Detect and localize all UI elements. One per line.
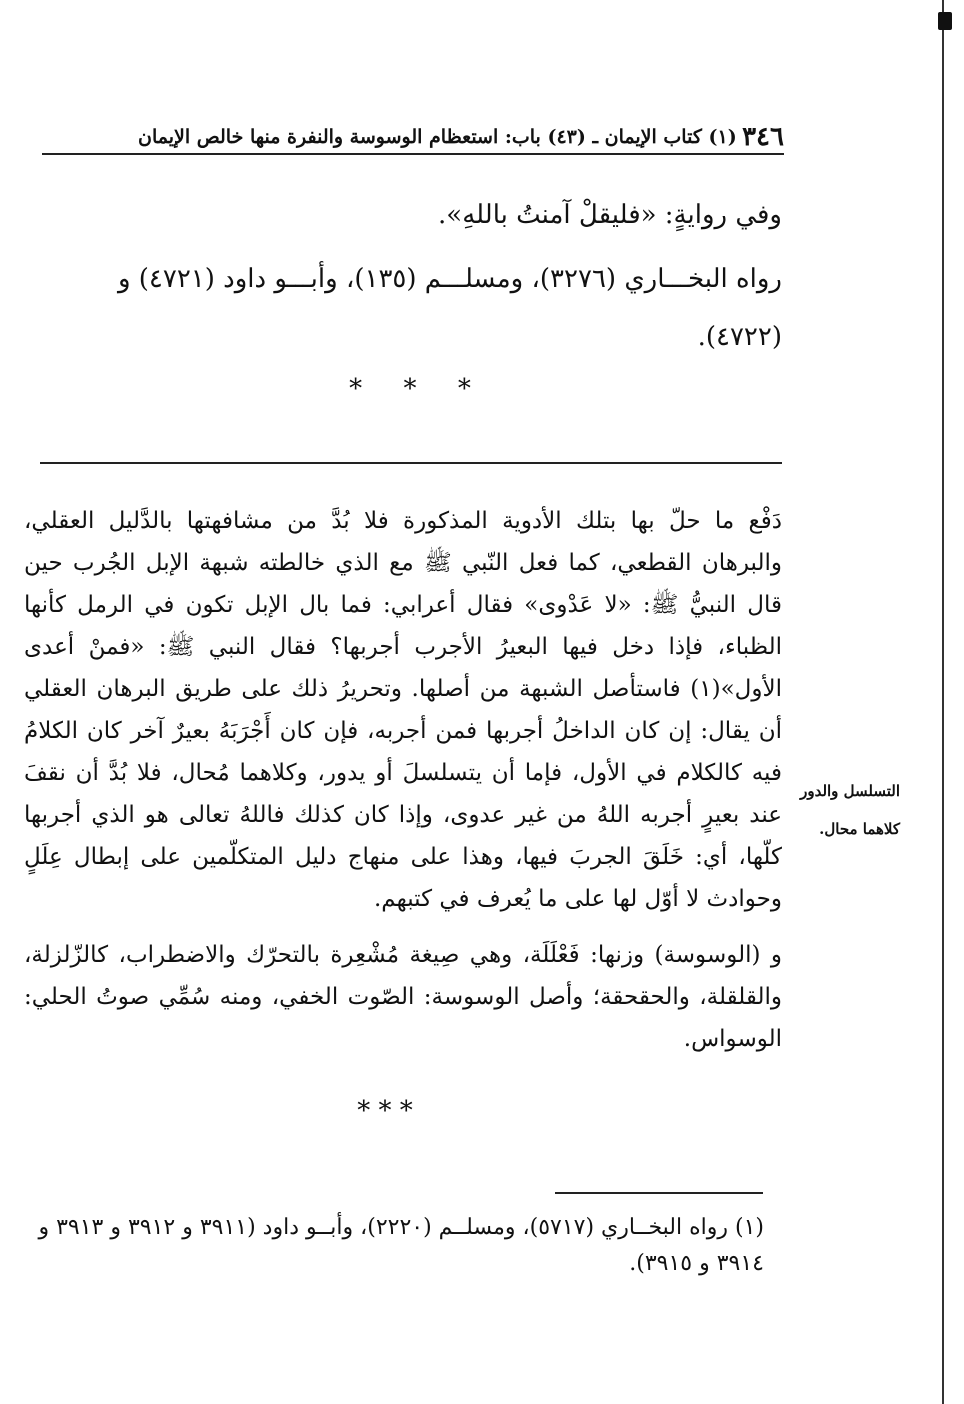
section-rule <box>40 462 782 464</box>
section-divider-stars: * * * <box>349 374 471 404</box>
footnotes <box>14 1210 764 1282</box>
hadith-narration-line: وفي روايةٍ: «فليقلْ آمنتُ باللهِ». <box>438 200 782 230</box>
hadith-source-line: رواه البخـــاري (٣٢٧٦)، ومسلـــم (١٣٥)، وأبـــو داود (٤٧٢١) و (٤٧٢٢). <box>117 264 782 352</box>
margin-note-line: كلاهما محال. <box>819 820 900 838</box>
page-header <box>42 122 784 154</box>
margin-note-line: التسلسل والدور <box>800 782 900 800</box>
commentary-paragraph: دَفْع ما حلّ بها بتلك الأدوية المذكورة فلا بُدَّ من مشافهتها بالدَّليل العقلي، والبرهان القطعي، كما فعل النّبي ﷺ مع الذي خالطته شبهة الإبل الجُرب حين قال النبيُّ ﷺ: «لا عَدْوى» فقال أعرابي: فما بال الإبل تكون في الرمل كأنها الظباء، فإذا دخل فيها البعيرُ الأجرب أجربها؟ فقال النبي ﷺ: «فمنْ أعدى الأول»(١) فاستأصل الشبهة من أصلها. وتحريرُ ذلك على طريق البرهان العقلي أن يقال: إن كان الداخلُ أجربها فمن أجربه، فإن كان أَجْرَبَهُ بعيرٌ آخر كان الكلامُ فيه كالكلام في الأول، فإما أن يتسلسلَ أو يدور، وكلاهما مُحال، فلا بُدَّ أن نقفَ عند بعيرٍ أجربه اللهُ من غير عدوى، وإذا كان كذلك فاللهُ تعالى هو الذي أجربها كلّها، أي: خَلَقَ الجربَ فيها، وهذا على منهاج دليل المتكلّمين على إبطال عِلَلٍ وحوادث لا أوّل لها على ما يُعرف في كتبهم. <box>24 508 782 912</box>
section-divider-stars: * * * <box>357 1096 413 1126</box>
footnote-rule <box>555 1192 763 1194</box>
footnote: (١) رواه البخــاري (٥٧١٧)، ومسلــم (٢٢٢٠)، وأبــو داود (٣٩١١ و ٣٩١٢ و ٣٩١٣ و ٣٩١٤ و ٣٩١٥). <box>38 1215 764 1276</box>
hadith-text <box>30 186 782 366</box>
page-number: ٣٤٦ <box>742 122 784 152</box>
scan-mark <box>938 12 952 30</box>
scan-edge <box>942 0 944 1404</box>
margin-note <box>790 772 900 848</box>
commentary-paragraph: و (الوسوسة) وزنها: فَعْلَلَة، وهي صِيغة مُشْعِرة بالتحرّك والاضطراب، كالزّلزلة، والقلقلة، والحقحقة؛ وأصل الوسوسة: الصّوت الخفي، ومنه سُمِّي صوتُ الحلي: الوسواس. <box>24 942 782 1052</box>
header-rule <box>42 153 784 155</box>
commentary-body <box>24 500 782 1060</box>
running-title: (١) كتاب الإيمان ـ (٤٣) باب: استعظام الوسوسة والنفرة منها خالص الإيمان <box>138 126 737 148</box>
